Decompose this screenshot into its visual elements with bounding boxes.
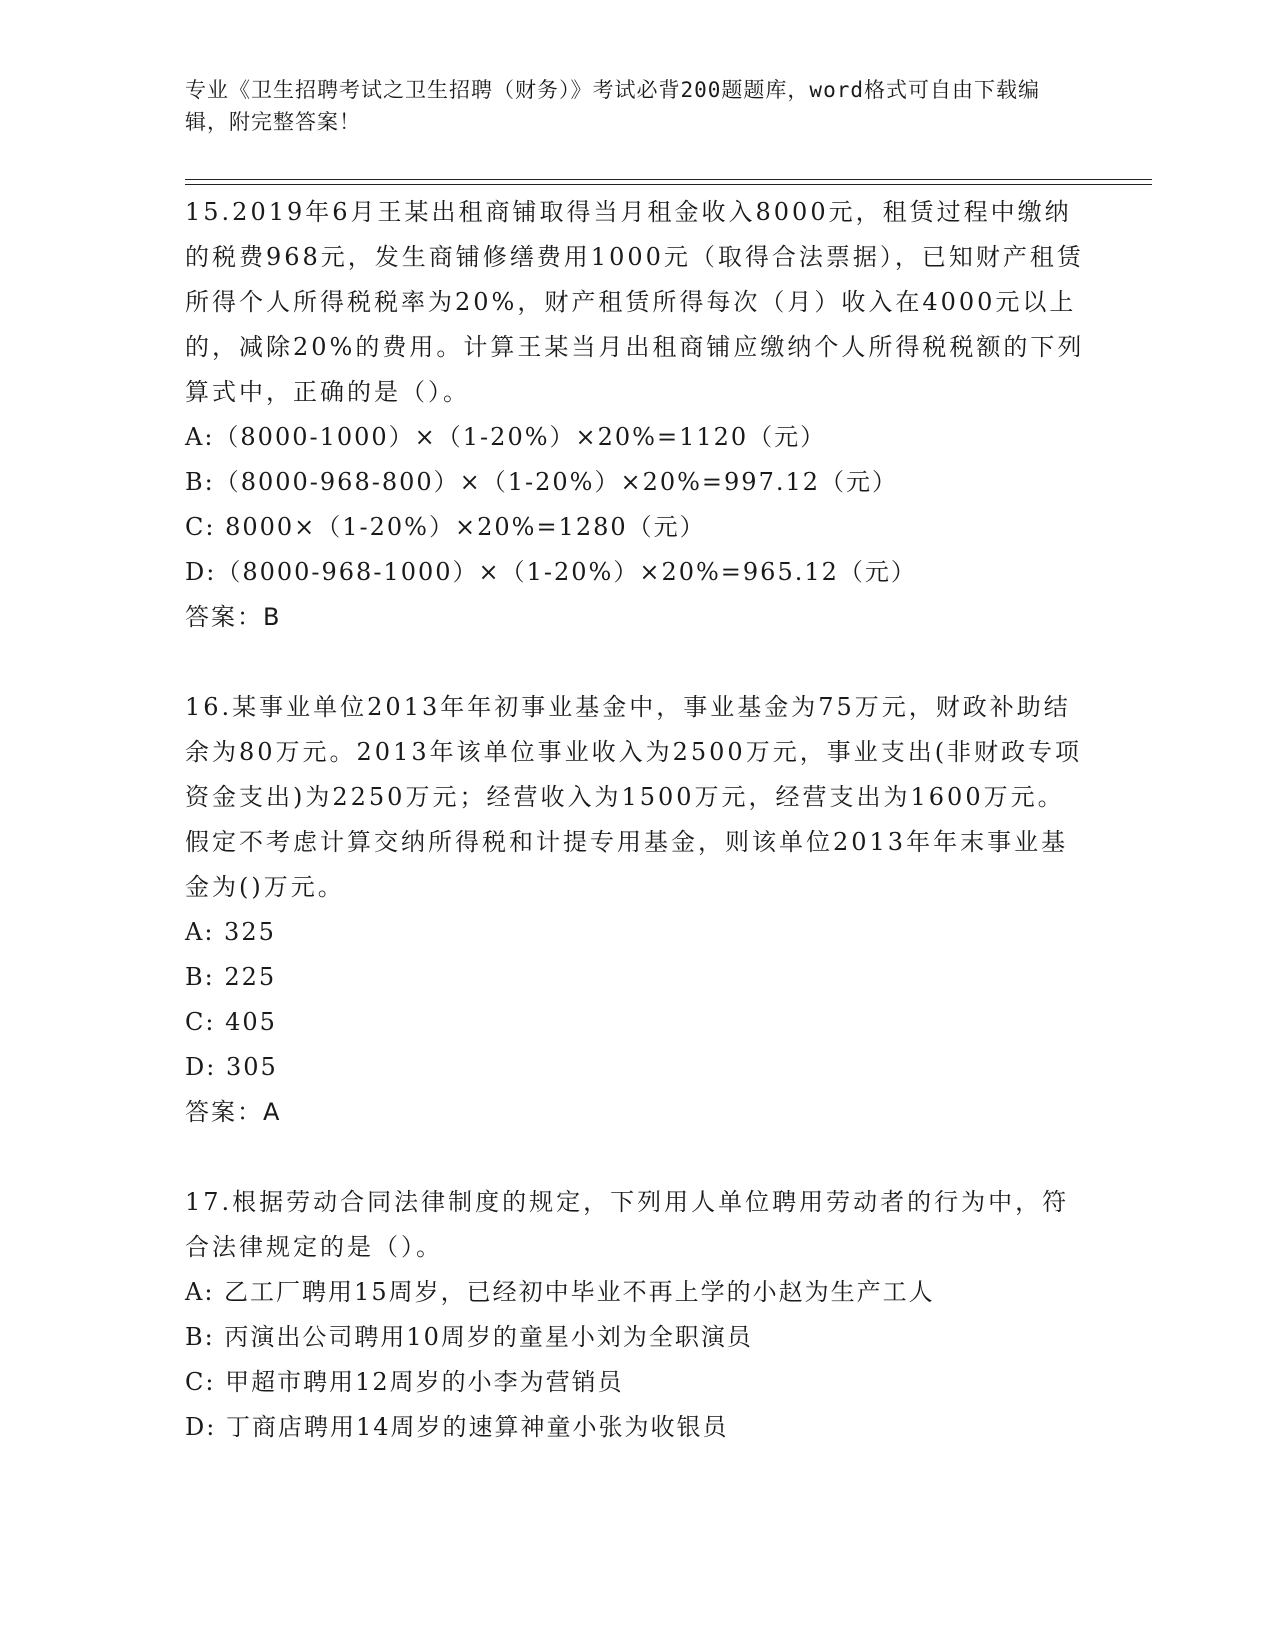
question-stem: 15.2019年6月王某出租商铺取得当月租金收入8000元，租赁过程中缴纳的税费968元，发生商铺修缮费用1000元（取得合法票据），已知财产租赁所得个人所得税税率为20%，财产租赁所得每次（月）收入在4000元以上的，减除20%的费用。计算王某当月出租商铺应缴纳个人所得税税额的下列算式中，正确的是（）。: [185, 198, 1085, 406]
header-rule-bottom: [185, 184, 1152, 185]
option-a: A: 325: [185, 918, 276, 946]
option-d: D:（8000-968-1000）×（1-20%）×20%=965.12（元）: [185, 558, 917, 586]
question-15: [185, 190, 1085, 640]
option-a: A: 乙工厂聘用15周岁，已经初中毕业不再上学的小赵为生产工人: [185, 1278, 935, 1306]
question-16: [185, 685, 1085, 1135]
question-list: [185, 190, 1085, 1450]
question-stem: 17.根据劳动合同法律制度的规定，下列用人单位聘用劳动者的行为中，符合法律规定的是（）。: [185, 1188, 1070, 1261]
question-17: [185, 1180, 1085, 1450]
option-b: B: 225: [185, 963, 277, 991]
header-rule-top: [185, 179, 1152, 180]
question-stem: 16.某事业单位2013年年初事业基金中，事业基金为75万元，财政补助结余为80万元。2013年该单位事业收入为2500万元，事业支出(非财政专项资金支出)为2250万元；经营收入为1500万元，经营支出为1600万元。假定不考虑计算交纳所得税和计提专用基金，则该单位2013年年末事业基金为()万元。: [185, 693, 1083, 901]
option-c: C: 405: [185, 1008, 277, 1036]
option-c: C: 8000×（1-20%）×20%=1280（元）: [185, 513, 706, 541]
option-a: A:（8000-1000）×（1-20%）×20%=1120（元）: [185, 423, 827, 451]
option-d: D: 305: [185, 1053, 278, 1081]
answer-line: 答案：B: [185, 603, 282, 631]
document-header: 专业《卫生招聘考试之卫生招聘（财务）》考试必背200题题库，word格式可自由下载编辑，附完整答案！: [185, 78, 1040, 134]
option-b: B:（8000-968-800）×（1-20%）×20%=997.12（元）: [185, 468, 899, 496]
answer-line: 答案：A: [185, 1098, 282, 1126]
option-d: D: 丁商店聘用14周岁的速算神童小张为收银员: [185, 1413, 729, 1441]
question-gap: [185, 1135, 1085, 1180]
question-gap: [185, 640, 1085, 685]
option-b: B: 丙演出公司聘用10周岁的童星小刘为全职演员: [185, 1323, 753, 1351]
option-c: C: 甲超市聘用12周岁的小李为营销员: [185, 1368, 624, 1396]
